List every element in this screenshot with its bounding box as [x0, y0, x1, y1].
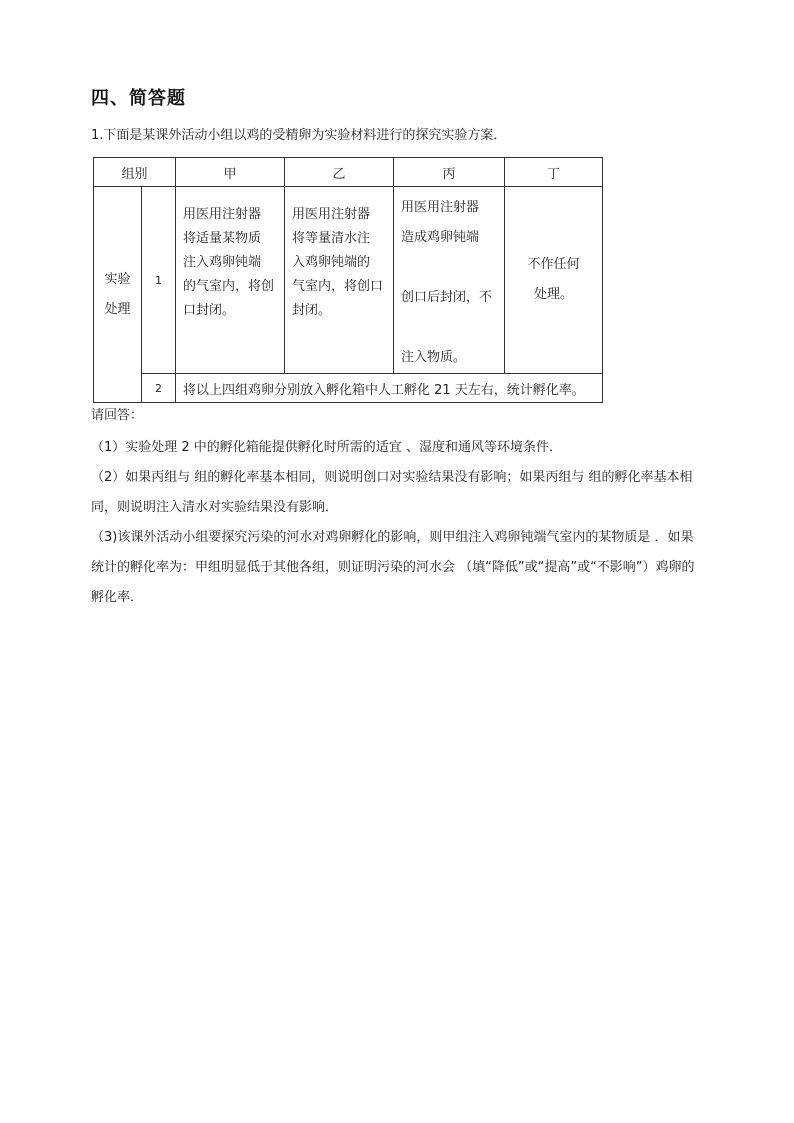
- cell-group-b: [285, 187, 394, 374]
- cell-group-a: [176, 187, 285, 374]
- header-group-a: 甲: [176, 158, 285, 187]
- header-group: 组别: [94, 158, 176, 187]
- header-group-b: 乙: [285, 158, 394, 187]
- table-header-row: [94, 158, 603, 187]
- answer-prompt: 请回答：: [91, 408, 144, 423]
- section-title: 四、简答题: [91, 88, 186, 109]
- experiment-table: [93, 157, 603, 403]
- header-group-d: 丁: [505, 158, 603, 187]
- sub-question-3: （3)该课外活动小组要探究污染的河水对鸡卵孵化的影响，则甲组注入鸡卵钝端气室内的某物质是 ．如果统计的孵化率为：甲组明显低于其他各组，则证明污染的河水会 （填“降低”或“提高”或“不影响”）鸡卵的孵化率．: [91, 530, 695, 605]
- step-number-1: 1: [142, 187, 176, 374]
- table-row-step1: [94, 187, 603, 374]
- cell-group-b-text: 用医用注射器 将等量清水注 入鸡卵钝端的 气室内，将创口 封闭。: [292, 207, 384, 318]
- header-group-c: 丙: [394, 158, 505, 187]
- cell-group-a-text: 用医用注射器 将适量某物质 注入鸡卵钝端 的气室内，将创 口封闭。: [183, 207, 275, 318]
- cell-step2-text: 将以上四组鸡卵分别放入孵化箱中人工孵化 21 天左右，统计孵化率。: [176, 374, 603, 403]
- cell-group-d: 不作任何 处理。: [505, 187, 603, 374]
- sub-question-1: （1）实验处理 2 中的孵化箱能提供孵化时所需的适宜 、湿度和通风等环境条件．: [91, 440, 562, 455]
- table-row-step2: [94, 374, 603, 403]
- step-number-2: 2: [142, 374, 176, 403]
- row-label-treatment: 实验 处理: [94, 187, 142, 403]
- sub-question-2: （2）如果丙组与 组的孵化率基本相同，则说明创口对实验结果没有影响；如果丙组与 组的孵化率基本相同，则说明注入清水对实验结果没有影响．: [91, 470, 693, 515]
- cell-group-c: [394, 187, 505, 374]
- question-intro: 1.下面是某课外活动小组以鸡的受精卵为实验材料进行的探究实验方案．: [91, 128, 507, 143]
- cell-group-c-text: 用医用注射器 造成鸡卵钝端 创口后封闭，不 注入物质。: [401, 200, 493, 365]
